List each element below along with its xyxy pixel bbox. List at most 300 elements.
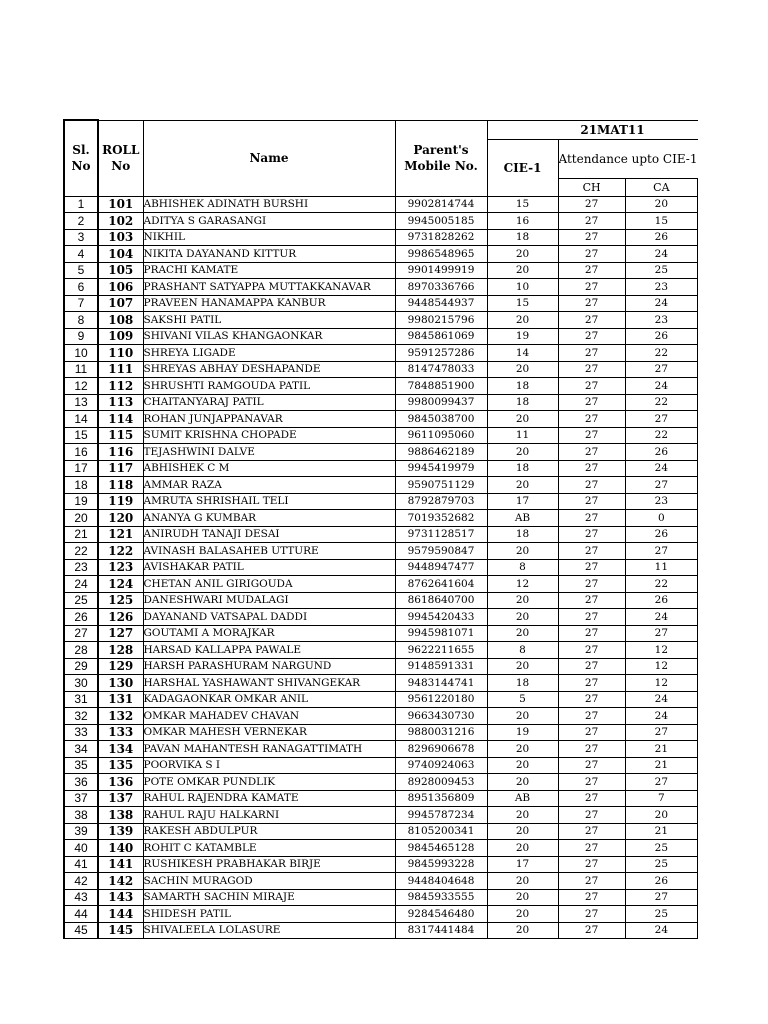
mobile-header-line2: Mobile No. — [404, 159, 478, 173]
student-name-cell: DAYANAND VATSAPAL DADDI — [143, 609, 395, 626]
student-name-cell: PRACHI KAMATE — [143, 262, 395, 279]
classes-held-cell: 27 — [558, 510, 625, 527]
parent-mobile-cell: 9448544937 — [395, 295, 487, 312]
parent-mobile-cell: 9945981071 — [395, 625, 487, 642]
table-row — [64, 444, 698, 461]
cie-marks-cell: 16 — [487, 213, 558, 230]
classes-held-cell: 27 — [558, 213, 625, 230]
parent-mobile-cell: 9902814744 — [395, 196, 487, 213]
student-name-cell: TEJASHWINI DALVE — [143, 444, 395, 461]
classes-attended-cell: 27 — [625, 625, 697, 642]
classes-attended-cell: 12 — [625, 675, 697, 692]
parent-mobile-cell: 9845465128 — [395, 840, 487, 857]
sl-no-cell: 39 — [64, 823, 98, 840]
cie-marks-cell: 20 — [487, 411, 558, 428]
parent-mobile-cell: 8762641604 — [395, 576, 487, 593]
sl-no-cell: 9 — [64, 328, 98, 345]
parent-mobile-cell: 9886462189 — [395, 444, 487, 461]
classes-held-cell: 27 — [558, 328, 625, 345]
student-name-cell: PRAVEEN HANAMAPPA KANBUR — [143, 295, 395, 312]
roll-no-cell: 135 — [98, 757, 143, 774]
table-row — [64, 262, 698, 279]
parent-mobile-cell: 9148591331 — [395, 658, 487, 675]
cie-marks-cell: 20 — [487, 840, 558, 857]
parent-mobile-cell: 8147478033 — [395, 361, 487, 378]
cie-marks-cell: 17 — [487, 856, 558, 873]
classes-attended-cell: 27 — [625, 724, 697, 741]
cie-marks-cell: 20 — [487, 708, 558, 725]
classes-held-cell: 27 — [558, 378, 625, 395]
student-name-cell: POTE OMKAR PUNDLIK — [143, 774, 395, 791]
classes-held-cell: 27 — [558, 444, 625, 461]
classes-attended-cell: 26 — [625, 444, 697, 461]
classes-held-cell: 27 — [558, 741, 625, 758]
student-name-cell: HARSHAL YASHAWANT SHIVANGEKAR — [143, 675, 395, 692]
classes-attended-cell: 23 — [625, 279, 697, 296]
classes-held-cell: 27 — [558, 262, 625, 279]
cie-marks-cell: 19 — [487, 724, 558, 741]
student-name-cell: PAVAN MAHANTESH RANAGATTIMATH — [143, 741, 395, 758]
roll-no-cell: 104 — [98, 246, 143, 263]
parent-mobile-cell: 9845038700 — [395, 411, 487, 428]
name-header: Name — [143, 120, 395, 196]
student-name-cell: POORVIKA S I — [143, 757, 395, 774]
roll-no-cell: 145 — [98, 922, 143, 939]
student-name-cell: GOUTAMI A MORAJKAR — [143, 625, 395, 642]
student-name-cell: RAHUL RAJENDRA KAMATE — [143, 790, 395, 807]
sl-no-cell: 36 — [64, 774, 98, 791]
student-name-cell: DANESHWARI MUDALAGI — [143, 592, 395, 609]
classes-held-cell: 27 — [558, 477, 625, 494]
roll-no-cell: 116 — [98, 444, 143, 461]
parent-mobile-cell: 9611095060 — [395, 427, 487, 444]
table-row — [64, 840, 698, 857]
cie-marks-cell: 17 — [487, 493, 558, 510]
classes-attended-cell: 27 — [625, 543, 697, 560]
parent-mobile-cell: 8296906678 — [395, 741, 487, 758]
classes-held-cell: 27 — [558, 840, 625, 857]
student-name-cell: PRASHANT SATYAPPA MUTTAKKANAVAR — [143, 279, 395, 296]
roll-no-cell: 136 — [98, 774, 143, 791]
attendance-table — [63, 119, 698, 939]
cie-marks-cell: 10 — [487, 279, 558, 296]
table-row — [64, 856, 698, 873]
sl-no-cell: 37 — [64, 790, 98, 807]
student-name-cell: SHIVANI VILAS KHANGAONKAR — [143, 328, 395, 345]
classes-held-cell: 27 — [558, 592, 625, 609]
cie-marks-cell: AB — [487, 790, 558, 807]
sl-no-cell: 27 — [64, 625, 98, 642]
classes-attended-cell: 24 — [625, 691, 697, 708]
student-name-cell: ROHAN JUNJAPPANAVAR — [143, 411, 395, 428]
table-row — [64, 328, 698, 345]
student-name-cell: ABHISHEK ADINATH BURSHI — [143, 196, 395, 213]
classes-held-cell: 27 — [558, 460, 625, 477]
sl-no-cell: 30 — [64, 675, 98, 692]
parent-mobile-cell: 7848851900 — [395, 378, 487, 395]
roll-no-cell: 120 — [98, 510, 143, 527]
roll-no-cell: 118 — [98, 477, 143, 494]
student-name-cell: ADITYA S GARASANGI — [143, 213, 395, 230]
parent-mobile-cell: 9740924063 — [395, 757, 487, 774]
cie-marks-cell: 8 — [487, 642, 558, 659]
student-name-cell: SHREYAS ABHAY DESHAPANDE — [143, 361, 395, 378]
classes-held-cell: 27 — [558, 196, 625, 213]
classes-attended-cell: 21 — [625, 823, 697, 840]
sl-no-cell: 23 — [64, 559, 98, 576]
classes-held-cell: 27 — [558, 526, 625, 543]
classes-attended-cell: 20 — [625, 807, 697, 824]
parent-mobile-cell: 9483144741 — [395, 675, 487, 692]
table-row — [64, 774, 698, 791]
roll-no-cell: 109 — [98, 328, 143, 345]
cie-marks-cell: 18 — [487, 378, 558, 395]
classes-attended-cell: 26 — [625, 873, 697, 890]
cie-marks-cell: 20 — [487, 757, 558, 774]
table-row — [64, 559, 698, 576]
cie-marks-cell: 20 — [487, 741, 558, 758]
cie-marks-cell: 18 — [487, 394, 558, 411]
classes-attended-cell: 24 — [625, 246, 697, 263]
table-row — [64, 889, 698, 906]
sl-no-cell: 17 — [64, 460, 98, 477]
sl-no-cell: 19 — [64, 493, 98, 510]
cie-marks-cell: 20 — [487, 658, 558, 675]
classes-attended-cell: 25 — [625, 262, 697, 279]
roll-no-cell: 108 — [98, 312, 143, 329]
roll-no-cell: 126 — [98, 609, 143, 626]
table-row — [64, 460, 698, 477]
classes-attended-cell: 11 — [625, 559, 697, 576]
roll-no-cell: 121 — [98, 526, 143, 543]
cie-marks-cell: 12 — [487, 576, 558, 593]
roll-no-cell: 144 — [98, 906, 143, 923]
sl-no-cell: 20 — [64, 510, 98, 527]
classes-attended-cell: 26 — [625, 592, 697, 609]
cie-marks-cell: 20 — [487, 361, 558, 378]
parent-mobile-cell: 9845993228 — [395, 856, 487, 873]
student-name-cell: SHREYA LIGADE — [143, 345, 395, 362]
classes-attended-cell: 27 — [625, 477, 697, 494]
classes-attended-cell: 24 — [625, 708, 697, 725]
sl-no-cell: 1 — [64, 196, 98, 213]
mobile-header — [395, 120, 487, 196]
table-row — [64, 378, 698, 395]
table-row — [64, 807, 698, 824]
table-row — [64, 609, 698, 626]
roll-no-cell: 103 — [98, 229, 143, 246]
table-row — [64, 543, 698, 560]
sl-header-line2: No — [71, 159, 91, 174]
parent-mobile-cell: 9945420433 — [395, 609, 487, 626]
table-row — [64, 526, 698, 543]
table-row — [64, 510, 698, 527]
sl-no-cell: 45 — [64, 922, 98, 939]
student-name-cell: OMKAR MAHADEV CHAVAN — [143, 708, 395, 725]
parent-mobile-cell: 8618640700 — [395, 592, 487, 609]
sl-no-cell: 15 — [64, 427, 98, 444]
parent-mobile-cell: 8317441484 — [395, 922, 487, 939]
classes-held-cell: 27 — [558, 774, 625, 791]
parent-mobile-cell: 9986548965 — [395, 246, 487, 263]
cie-marks-cell: AB — [487, 510, 558, 527]
classes-attended-cell: 21 — [625, 757, 697, 774]
roll-header — [98, 120, 143, 196]
cie-marks-cell: 19 — [487, 328, 558, 345]
attendance-header: Attendance upto CIE-1 — [558, 139, 698, 178]
roll-no-cell: 101 — [98, 196, 143, 213]
classes-attended-cell: 22 — [625, 576, 697, 593]
cie-marks-cell: 15 — [487, 196, 558, 213]
roll-no-cell: 128 — [98, 642, 143, 659]
table-row — [64, 642, 698, 659]
sl-no-cell: 5 — [64, 262, 98, 279]
parent-mobile-cell: 9845861069 — [395, 328, 487, 345]
mobile-header-line1: Parent's — [413, 143, 469, 157]
student-name-cell: KADAGAONKAR OMKAR ANIL — [143, 691, 395, 708]
sl-no-cell: 21 — [64, 526, 98, 543]
roll-no-cell: 131 — [98, 691, 143, 708]
student-rows — [64, 196, 698, 939]
student-name-cell: NIKHIL — [143, 229, 395, 246]
cie-marks-cell: 14 — [487, 345, 558, 362]
student-name-cell: SHRUSHTI RAMGOUDA PATIL — [143, 378, 395, 395]
classes-held-cell: 27 — [558, 394, 625, 411]
cie-header: CIE-1 — [487, 139, 558, 196]
table-row — [64, 246, 698, 263]
cie-marks-cell: 20 — [487, 889, 558, 906]
roll-no-cell: 110 — [98, 345, 143, 362]
roll-no-cell: 140 — [98, 840, 143, 857]
roll-no-cell: 134 — [98, 741, 143, 758]
roll-no-cell: 112 — [98, 378, 143, 395]
classes-held-cell: 27 — [558, 658, 625, 675]
student-name-cell: AMMAR RAZA — [143, 477, 395, 494]
classes-attended-cell: 12 — [625, 658, 697, 675]
roll-header-line2: No — [111, 159, 131, 173]
roll-no-cell: 143 — [98, 889, 143, 906]
table-row — [64, 625, 698, 642]
table-row — [64, 279, 698, 296]
cie-marks-cell: 20 — [487, 906, 558, 923]
sl-header-line1: Sl. — [72, 143, 90, 158]
parent-mobile-cell: 9663430730 — [395, 708, 487, 725]
ch-header: CH — [558, 178, 625, 196]
classes-attended-cell: 25 — [625, 840, 697, 857]
classes-held-cell: 27 — [558, 757, 625, 774]
table-row — [64, 411, 698, 428]
student-name-cell: NIKITA DAYANAND KITTUR — [143, 246, 395, 263]
sl-no-cell: 44 — [64, 906, 98, 923]
classes-held-cell: 27 — [558, 427, 625, 444]
classes-attended-cell: 22 — [625, 345, 697, 362]
cie-marks-cell: 18 — [487, 526, 558, 543]
student-name-cell: SAKSHI PATIL — [143, 312, 395, 329]
cie-marks-cell: 8 — [487, 559, 558, 576]
classes-attended-cell: 24 — [625, 295, 697, 312]
roll-no-cell: 125 — [98, 592, 143, 609]
student-name-cell: HARSAD KALLAPPA PAWALE — [143, 642, 395, 659]
sl-no-cell: 3 — [64, 229, 98, 246]
roll-no-cell: 115 — [98, 427, 143, 444]
classes-held-cell: 27 — [558, 691, 625, 708]
table-row — [64, 708, 698, 725]
student-name-cell: ABHISHEK C M — [143, 460, 395, 477]
classes-attended-cell: 27 — [625, 411, 697, 428]
sl-no-cell: 28 — [64, 642, 98, 659]
table-row — [64, 576, 698, 593]
classes-held-cell: 27 — [558, 675, 625, 692]
sl-no-cell: 34 — [64, 741, 98, 758]
student-name-cell: RAHUL RAJU HALKARNI — [143, 807, 395, 824]
table-row — [64, 196, 698, 213]
classes-attended-cell: 22 — [625, 427, 697, 444]
student-name-cell: AVINASH BALASAHEB UTTURE — [143, 543, 395, 560]
classes-held-cell: 27 — [558, 625, 625, 642]
classes-attended-cell: 27 — [625, 889, 697, 906]
classes-held-cell: 27 — [558, 312, 625, 329]
roll-no-cell: 141 — [98, 856, 143, 873]
table-row — [64, 493, 698, 510]
classes-held-cell: 27 — [558, 493, 625, 510]
roll-no-cell: 107 — [98, 295, 143, 312]
cie-marks-cell: 18 — [487, 460, 558, 477]
parent-mobile-cell: 9945419979 — [395, 460, 487, 477]
roll-no-cell: 111 — [98, 361, 143, 378]
parent-mobile-cell: 9561220180 — [395, 691, 487, 708]
cie-marks-cell: 20 — [487, 246, 558, 263]
cie-marks-cell: 20 — [487, 774, 558, 791]
table-row — [64, 427, 698, 444]
table-row — [64, 922, 698, 939]
parent-mobile-cell: 9448947477 — [395, 559, 487, 576]
classes-held-cell: 27 — [558, 790, 625, 807]
roll-no-cell: 114 — [98, 411, 143, 428]
classes-attended-cell: 23 — [625, 312, 697, 329]
classes-held-cell: 27 — [558, 708, 625, 725]
cie-marks-cell: 20 — [487, 312, 558, 329]
classes-attended-cell: 7 — [625, 790, 697, 807]
table-row — [64, 757, 698, 774]
cie-marks-cell: 18 — [487, 675, 558, 692]
cie-marks-cell: 20 — [487, 444, 558, 461]
roll-header-line1: ROLL — [102, 143, 140, 157]
cie-marks-cell: 20 — [487, 609, 558, 626]
cie-marks-cell: 20 — [487, 262, 558, 279]
classes-held-cell: 27 — [558, 361, 625, 378]
student-name-cell: CHAITANYARAJ PATIL — [143, 394, 395, 411]
classes-held-cell: 27 — [558, 295, 625, 312]
sl-no-cell: 8 — [64, 312, 98, 329]
classes-attended-cell: 15 — [625, 213, 697, 230]
parent-mobile-cell: 8792879703 — [395, 493, 487, 510]
sl-no-cell: 10 — [64, 345, 98, 362]
parent-mobile-cell: 9448404648 — [395, 873, 487, 890]
student-name-cell: RUSHIKESH PRABHAKAR BIRJE — [143, 856, 395, 873]
parent-mobile-cell: 9591257286 — [395, 345, 487, 362]
student-name-cell: CHETAN ANIL GIRIGOUDA — [143, 576, 395, 593]
table-row — [64, 823, 698, 840]
classes-held-cell: 27 — [558, 823, 625, 840]
sl-no-cell: 16 — [64, 444, 98, 461]
sl-no-cell: 25 — [64, 592, 98, 609]
classes-held-cell: 27 — [558, 856, 625, 873]
parent-mobile-cell: 9284546480 — [395, 906, 487, 923]
roll-no-cell: 142 — [98, 873, 143, 890]
cie-marks-cell: 11 — [487, 427, 558, 444]
classes-attended-cell: 26 — [625, 229, 697, 246]
classes-held-cell: 27 — [558, 411, 625, 428]
sl-no-cell: 41 — [64, 856, 98, 873]
roll-no-cell: 124 — [98, 576, 143, 593]
parent-mobile-cell: 8928009453 — [395, 774, 487, 791]
roll-no-cell: 102 — [98, 213, 143, 230]
parent-mobile-cell: 8970336766 — [395, 279, 487, 296]
cie-marks-cell: 20 — [487, 922, 558, 939]
parent-mobile-cell: 7019352682 — [395, 510, 487, 527]
course-code-header: 21MAT11 — [487, 120, 698, 139]
parent-mobile-cell: 9731828262 — [395, 229, 487, 246]
ca-header: CA — [625, 178, 697, 196]
classes-attended-cell: 24 — [625, 922, 697, 939]
classes-attended-cell: 24 — [625, 378, 697, 395]
sl-no-cell: 12 — [64, 378, 98, 395]
parent-mobile-cell: 9901499919 — [395, 262, 487, 279]
student-name-cell: HARSH PARASHURAM NARGUND — [143, 658, 395, 675]
sl-no-cell: 2 — [64, 213, 98, 230]
roll-no-cell: 106 — [98, 279, 143, 296]
cie-marks-cell: 20 — [487, 592, 558, 609]
classes-attended-cell: 0 — [625, 510, 697, 527]
table-row — [64, 724, 698, 741]
sl-no-cell: 4 — [64, 246, 98, 263]
classes-held-cell: 27 — [558, 889, 625, 906]
classes-held-cell: 27 — [558, 559, 625, 576]
cie-marks-cell: 20 — [487, 625, 558, 642]
classes-held-cell: 27 — [558, 724, 625, 741]
roll-no-cell: 138 — [98, 807, 143, 824]
classes-held-cell: 27 — [558, 807, 625, 824]
sl-no-cell: 6 — [64, 279, 98, 296]
roll-no-cell: 113 — [98, 394, 143, 411]
classes-held-cell: 27 — [558, 543, 625, 560]
student-name-cell: SUMIT KRISHNA CHOPADE — [143, 427, 395, 444]
classes-attended-cell: 21 — [625, 741, 697, 758]
sl-no-cell: 18 — [64, 477, 98, 494]
parent-mobile-cell: 9622211655 — [395, 642, 487, 659]
parent-mobile-cell: 9590751129 — [395, 477, 487, 494]
table-row — [64, 229, 698, 246]
classes-held-cell: 27 — [558, 873, 625, 890]
classes-attended-cell: 12 — [625, 642, 697, 659]
roll-no-cell: 123 — [98, 559, 143, 576]
sl-header — [64, 120, 98, 196]
student-name-cell: AMRUTA SHRISHAIL TELI — [143, 493, 395, 510]
student-name-cell: ROHIT C KATAMBLE — [143, 840, 395, 857]
parent-mobile-cell: 9945787234 — [395, 807, 487, 824]
classes-attended-cell: 25 — [625, 906, 697, 923]
cie-marks-cell: 18 — [487, 229, 558, 246]
table-row — [64, 345, 698, 362]
parent-mobile-cell: 9579590847 — [395, 543, 487, 560]
roll-no-cell: 119 — [98, 493, 143, 510]
sl-no-cell: 11 — [64, 361, 98, 378]
parent-mobile-cell: 9880031216 — [395, 724, 487, 741]
classes-held-cell: 27 — [558, 576, 625, 593]
classes-held-cell: 27 — [558, 906, 625, 923]
student-name-cell: SHIDESH PATIL — [143, 906, 395, 923]
roll-no-cell: 139 — [98, 823, 143, 840]
